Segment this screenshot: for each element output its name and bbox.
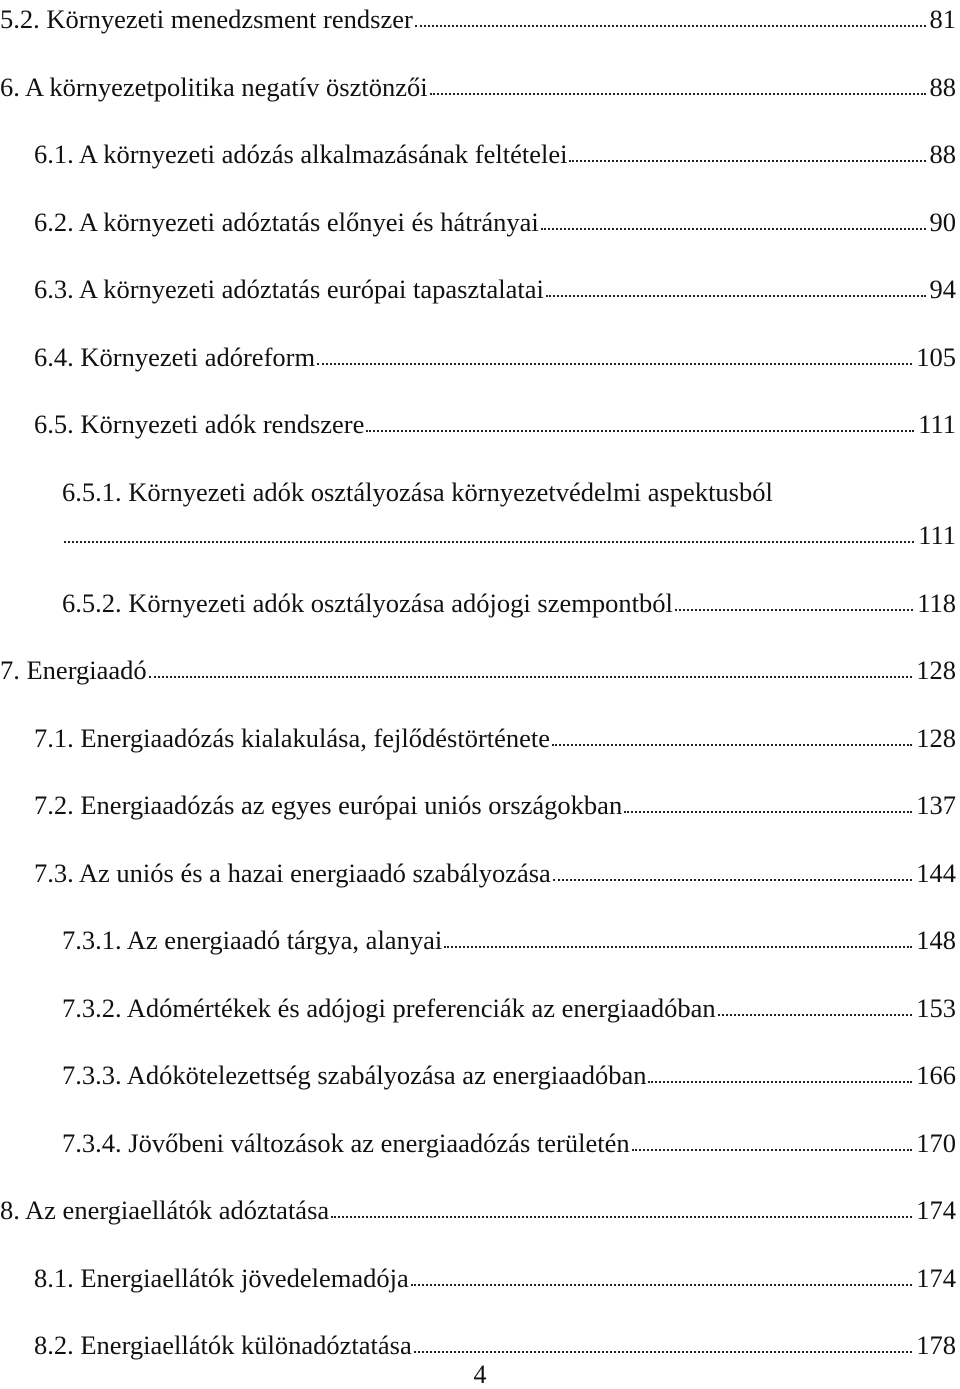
toc-entry-page: 128 (916, 654, 956, 685)
toc-entry-title: 6.5.2. Környezeti adók osztályozása adójogi szempontból (62, 587, 673, 618)
toc-entry-page: 90 (929, 206, 956, 237)
toc-dot-leader (675, 609, 913, 611)
toc-entry[interactable] (34, 1318, 956, 1358)
page-number: 4 (473, 1360, 487, 1389)
toc-entry-title: 7.2. Energiaadózás az egyes európai uniós országokban (34, 789, 623, 820)
toc-entry[interactable] (34, 711, 956, 751)
toc-entry-page: 88 (929, 71, 956, 102)
toc-entry[interactable] (62, 465, 956, 505)
toc-entry-page: 81 (929, 3, 956, 34)
toc-dot-leader (64, 541, 914, 543)
toc-entry-page: 170 (916, 1127, 956, 1158)
toc-entry-page: 148 (916, 924, 956, 955)
toc-entry-title: 6.5.1. Környezeti adók osztályozása környezetvédelmi aspektusból (62, 476, 773, 507)
toc-dot-leader (149, 676, 913, 678)
toc-entry-title: 6.1. A környezeti adózás alkalmazásának feltételei (34, 138, 568, 169)
toc-entry-title: 6. A környezetpolitika negatív ösztönzői (0, 71, 428, 102)
toc-entry-page: 94 (929, 273, 956, 304)
toc-entry[interactable] (0, 0, 956, 32)
toc-entry-title: 6.4. Környezeti adóreform (34, 341, 316, 372)
toc-dot-leader (444, 946, 912, 948)
toc-entry-title: 7.3. Az uniós és a hazai energiaadó szabályozása (34, 857, 551, 888)
toc-entry[interactable] (62, 576, 956, 616)
toc-entry-title: 6.5. Környezeti adók rendszere (34, 408, 365, 439)
toc-dot-leader (718, 1014, 913, 1016)
toc-dot-leader (430, 93, 926, 95)
toc-entry-title: 8. Az energiaellátók adóztatása (0, 1194, 330, 1225)
toc-dot-leader (546, 295, 926, 297)
toc-entry-page: 111 (918, 519, 956, 550)
toc-entry-page: 111 (918, 408, 956, 439)
toc-entry-page: 144 (916, 857, 956, 888)
toc-entry-page: 128 (916, 722, 956, 753)
toc-entry-title: 7.3.2. Adómértékek és adójogi preferenciák az energiaadóban (62, 992, 716, 1023)
toc-entry[interactable] (34, 127, 956, 167)
toc-entry[interactable] (62, 1116, 956, 1156)
toc-entry[interactable] (62, 508, 956, 548)
toc-entry[interactable] (0, 1183, 956, 1223)
toc-entry[interactable] (62, 981, 956, 1021)
toc-entry[interactable] (62, 1048, 956, 1088)
toc-entry-page: 166 (916, 1059, 956, 1090)
toc-entry[interactable] (34, 262, 956, 302)
toc-entry[interactable] (34, 195, 956, 235)
toc-dot-leader (632, 1149, 913, 1151)
toc-entry-title: 7. Energiaadó (0, 654, 147, 685)
toc-entry-page: 137 (916, 789, 956, 820)
toc-dot-leader (331, 1216, 912, 1218)
toc-dot-leader (541, 228, 926, 230)
toc-entry-page: 174 (916, 1262, 956, 1293)
toc-dot-leader (415, 25, 926, 27)
toc-entry-title: 6.2. A környezeti adóztatás előnyei és hátrányai (34, 206, 539, 237)
toc-entry-title: 7.1. Energiaadózás kialakulása, fejlődéstörténete (34, 722, 551, 753)
toc-entry-title: 7.3.3. Adókötelezettség szabályozása az energiaadóban (62, 1059, 647, 1090)
toc-dot-leader (569, 160, 925, 162)
toc-entry[interactable] (34, 1251, 956, 1291)
toc-dot-leader (624, 811, 912, 813)
toc-dot-leader (414, 1351, 913, 1353)
toc-entry-page: 174 (916, 1194, 956, 1225)
toc-dot-leader (317, 363, 912, 365)
toc-entry[interactable] (34, 778, 956, 818)
toc-entry[interactable] (0, 60, 956, 100)
toc-entry[interactable] (62, 913, 956, 953)
toc-entry-title: 8.1. Energiaellátók jövedelemadója (34, 1262, 409, 1293)
toc-entry-title: 8.2. Energiaellátók különadóztatása (34, 1329, 412, 1360)
toc-dot-leader (553, 879, 912, 881)
toc-entry-page: 153 (916, 992, 956, 1023)
toc-entry-title: 7.3.1. Az energiaadó tárgya, alanyai (62, 924, 443, 955)
toc-entry-page: 105 (916, 341, 956, 372)
toc-entry-page: 88 (929, 138, 956, 169)
toc-dot-leader (648, 1081, 912, 1083)
toc-entry-page: 178 (916, 1329, 956, 1360)
toc-entry[interactable] (0, 643, 956, 683)
toc-dot-leader (552, 744, 912, 746)
toc-entry-title: 6.3. A környezeti adóztatás európai tapasztalatai (34, 273, 544, 304)
toc-entry[interactable] (34, 846, 956, 886)
toc-dot-leader (411, 1284, 912, 1286)
toc-entry[interactable] (34, 330, 956, 370)
toc-entry-title: 5.2. Környezeti menedzsment rendszer (0, 3, 413, 34)
toc-entry-title: 7.3.4. Jövőbeni változások az energiaadózás területén (62, 1127, 630, 1158)
toc-dot-leader (366, 430, 914, 432)
toc-entry[interactable] (34, 397, 956, 437)
toc-entry-page: 118 (917, 587, 956, 618)
